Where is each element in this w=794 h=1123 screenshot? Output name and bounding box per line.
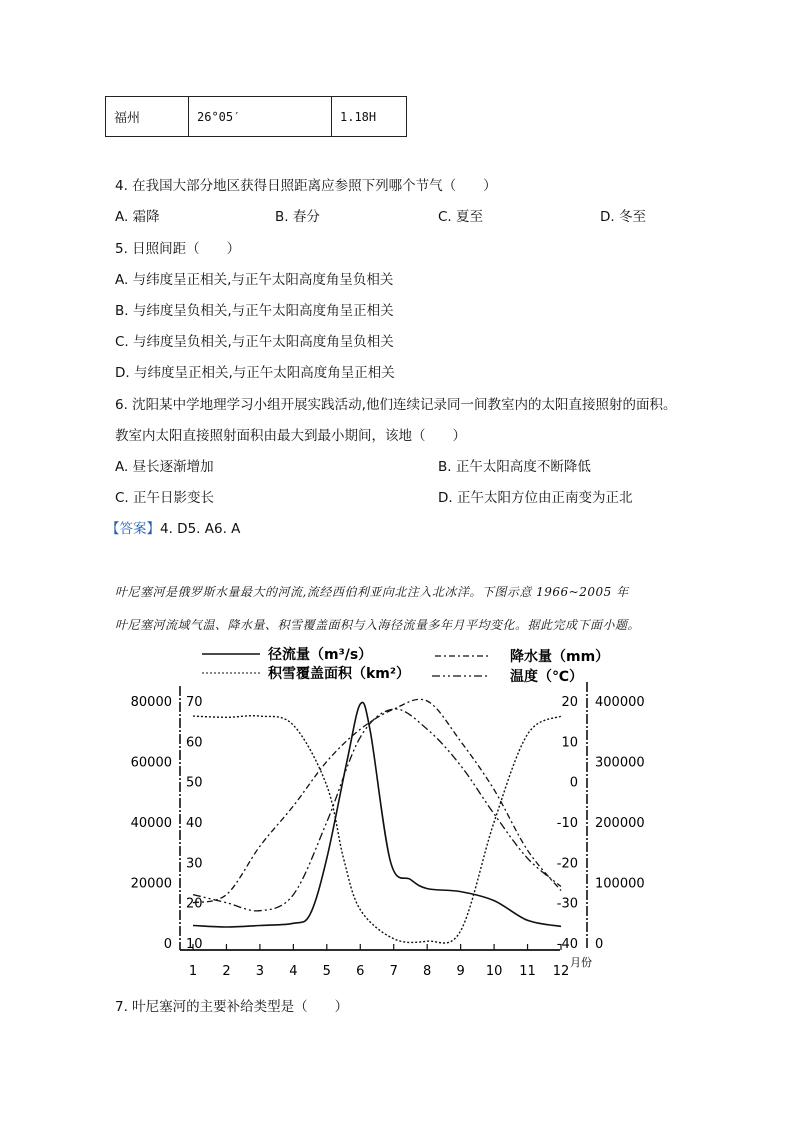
series-snow-line: [193, 716, 561, 943]
x-tick-label: 3: [255, 964, 265, 979]
q6-option-d: D. 正午太阳方位由正南变为正北: [438, 490, 633, 506]
temp-tick-label: -30: [556, 896, 578, 912]
temp-tick-label: -40: [556, 937, 578, 952]
runoff-tick-label: 60000: [130, 755, 172, 771]
precip-tick-label: 60: [186, 735, 203, 751]
q6-stem-line2: 教室内太阳直接照射面积由最大到最小期间，该地（ ）: [115, 428, 466, 444]
q4-option-b: B. 春分: [275, 209, 320, 225]
snow-tick-label: 300000: [595, 755, 645, 771]
legend-label-temp: 温度（℃）: [510, 669, 583, 685]
chart-ticks: [131, 695, 645, 979]
runoff-tick-label: 0: [163, 937, 172, 952]
legend-label-precip: 降水量（mm）: [510, 649, 610, 665]
x-tick-label: 2: [222, 964, 231, 979]
x-tick-label: 11: [519, 964, 536, 979]
passage-line1: 叶尼塞河是俄罗斯水量最大的河流,流经西伯利亚向北注入北冰洋。下图示意 1966~2005 年: [115, 585, 629, 599]
snow-tick-label: 200000: [595, 816, 645, 831]
latitude-cell: 26°05′: [189, 97, 332, 137]
q4-option-d: D. 冬至: [600, 209, 646, 225]
snow-tick-label: 0: [595, 937, 604, 952]
table-row: [106, 97, 407, 137]
precip-tick-label: 70: [186, 695, 203, 710]
q6-option-c: C. 正午日影变长: [115, 490, 215, 506]
chart-legend: [202, 646, 609, 685]
q4-option-c: C. 夏至: [438, 209, 484, 225]
latitude-table: [105, 96, 407, 137]
temp-tick-label: 20: [561, 695, 578, 710]
answer-tag: 【答案】: [106, 521, 160, 537]
answer-text: 4. D5. A6. A: [160, 521, 241, 537]
precip-tick-label: 20: [186, 896, 203, 912]
x-tick-label: 6: [356, 964, 365, 979]
x-tick-label: 8: [423, 964, 432, 979]
q5-stem: 5. 日照间距（ ）: [115, 241, 241, 257]
q5-option-c: C. 与纬度呈负相关,与正午太阳高度角呈负相关: [115, 334, 394, 350]
q5-option-d: D. 与纬度呈正相关,与正午太阳高度角呈正相关: [115, 365, 395, 381]
q4-stem: 4. 在我国大部分地区获得日照距离应参照下列哪个节气（ ）: [115, 178, 497, 194]
precip-tick-label: 30: [186, 856, 203, 872]
q5-option-b: B. 与纬度呈负相关,与正午太阳高度角呈正相关: [115, 303, 394, 319]
snow-tick-label: 100000: [595, 876, 645, 892]
q6-option-b: B. 正午太阳高度不断降低: [438, 459, 591, 475]
q5-option-a: A. 与纬度呈正相关,与正午太阳高度角呈负相关: [115, 272, 394, 288]
passage-line2: 叶尼塞河流域气温、降水量、积雪覆盖面积与入海径流量多年月平均变化。据此完成下面小题。: [115, 618, 641, 632]
temp-tick-label: -20: [556, 856, 578, 872]
chart-series: [193, 699, 561, 943]
legend-label-runoff: 径流量（m³/s）: [268, 647, 373, 663]
temp-tick-label: -10: [556, 816, 578, 831]
q6-option-a: A. 昼长逐渐增加: [115, 459, 214, 475]
value-cell: 1.18H: [332, 97, 407, 137]
chart-axes: [180, 682, 587, 950]
series-precip-line: [193, 699, 561, 902]
snow-tick-label: 400000: [595, 695, 645, 710]
precip-tick-label: 40: [186, 816, 203, 831]
x-unit-label: 月份: [570, 956, 592, 969]
runoff-tick-label: 80000: [130, 695, 172, 710]
x-tick-label: 4: [289, 964, 298, 979]
x-tick-label: 1: [188, 964, 198, 979]
x-tick-label: 9: [456, 964, 465, 979]
x-tick-label: 10: [485, 964, 503, 979]
legend-label-snow: 积雪覆盖面积（km²）: [268, 666, 411, 682]
q7-stem: 7. 叶尼塞河的主要补给类型是（ ）: [115, 999, 349, 1015]
x-tick-label: 5: [322, 964, 331, 979]
x-tick-label: 12: [552, 964, 570, 979]
temp-tick-label: 10: [561, 735, 578, 751]
precip-tick-label: 10: [186, 937, 203, 952]
q6-stem-line1: 6. 沈阳某中学地理学习小组开展实践活动,他们连续记录同一间教室内的太阳直接照射的面积。: [115, 397, 677, 413]
runoff-tick-label: 20000: [130, 876, 172, 892]
runoff-tick-label: 40000: [130, 816, 172, 831]
precip-tick-label: 50: [186, 775, 203, 791]
city-cell: 福州: [106, 97, 189, 137]
temp-tick-label: 0: [569, 775, 578, 791]
x-tick-label: 7: [389, 964, 398, 979]
q4-option-a: A. 霜降: [115, 209, 160, 225]
yenisei-river-chart: [110, 642, 650, 992]
answer-line: [106, 520, 240, 538]
series-runoff-line: [193, 702, 561, 927]
